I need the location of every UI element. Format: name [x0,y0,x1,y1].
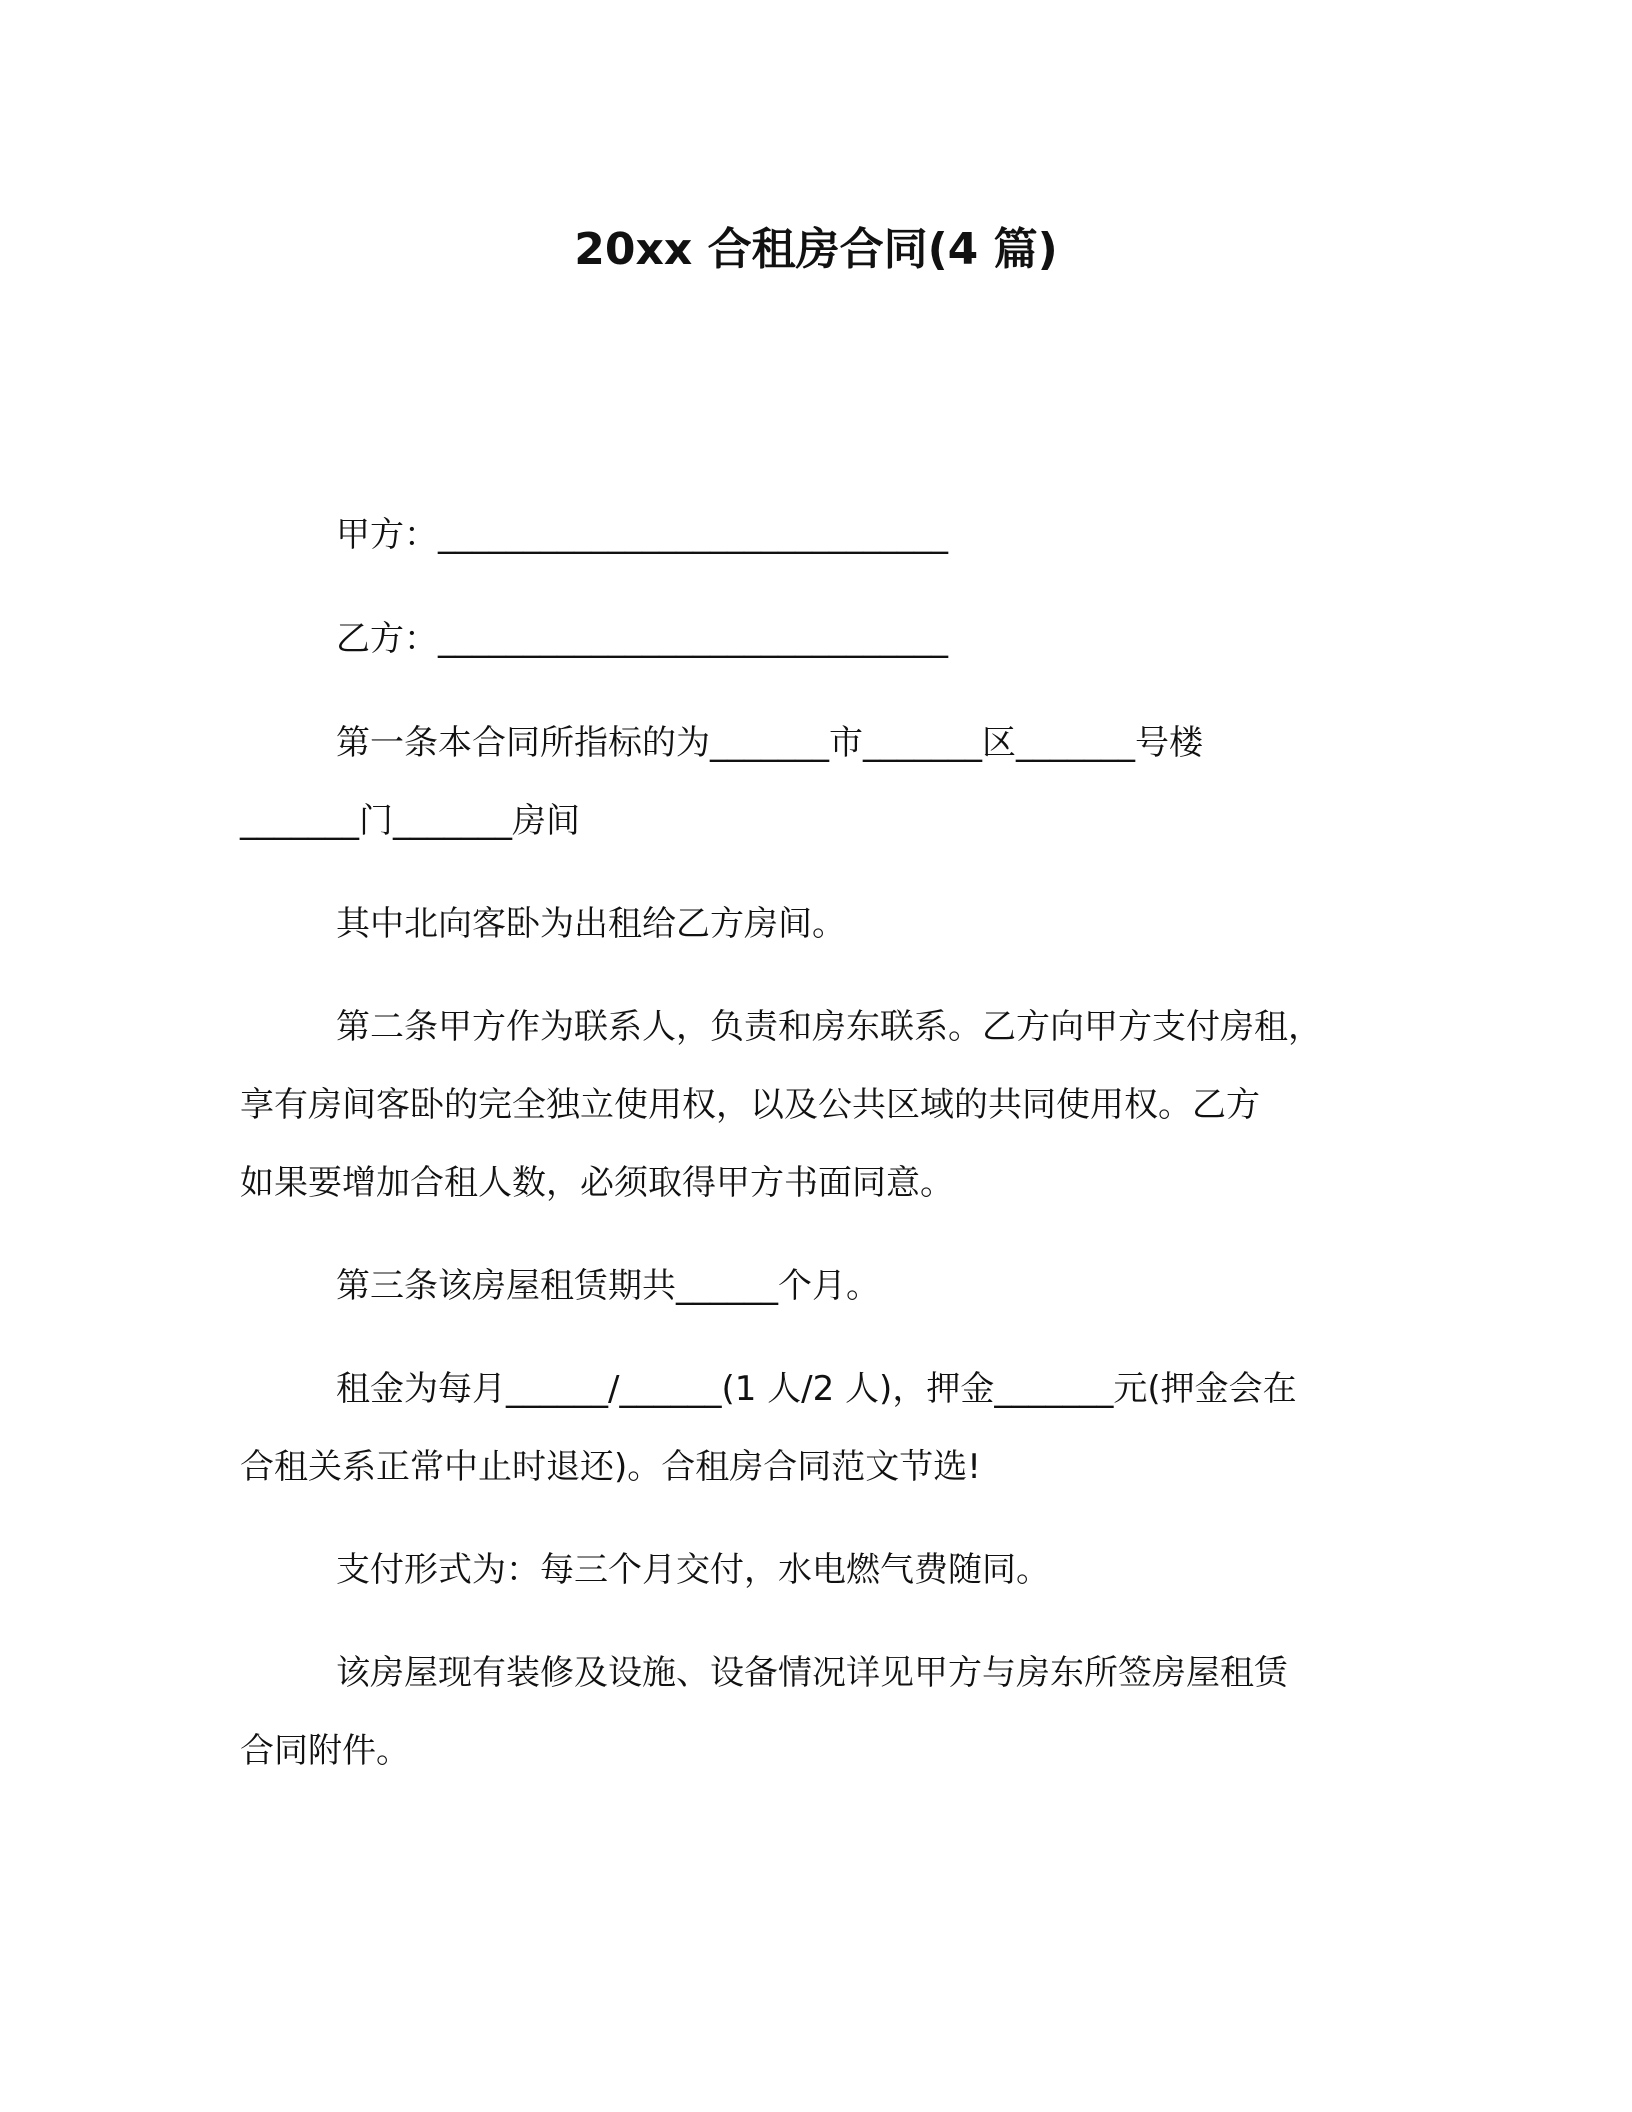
document-body [240,496,1400,1815]
facilities-paragraph [240,1634,1400,1790]
clause-3-line-1: 第三条该房屋租赁期共______个月。 [336,1266,880,1306]
clause-2-line-1: 第二条甲方作为联系人，负责和房东联系。乙方向甲方支付房租， [336,1007,1322,1047]
rent-paragraph [240,1350,1400,1506]
clause-1-line-2: _______门_______房间 [240,801,580,841]
document-title: 20xx 合租房合同(4 篇) [574,224,1058,275]
party-a-line [240,496,1400,574]
clause-1-line-1: 第一条本合同所指标的为_______市_______区_______号楼 [336,723,1203,763]
clause-2-line-2: 享有房间客卧的完全独立使用权，以及公共区域的共同使用权。乙方 [240,1085,1260,1125]
clause-2-line-3: 如果要增加合租人数，必须取得甲方书面同意。 [240,1163,954,1203]
facilities-line-1: 该房屋现有装修及设施、设备情况详见甲方与房东所签房屋租赁 [336,1653,1288,1693]
party-a-text: 甲方：______________________________ [336,515,948,555]
party-b-text: 乙方：______________________________ [336,619,948,659]
north-bedroom-line-1: 其中北向客卧为出租给乙方房间。 [336,904,846,944]
party-b-line [240,600,1400,678]
rent-line-2: 合租关系正常中止时退还)。合租房合同范文节选! [240,1447,981,1487]
clause-3-paragraph [240,1247,1400,1325]
rent-line-1: 租金为每月______/______(1 人/2 人)，押金_______元(押金会在 [336,1369,1297,1409]
payment-line-1: 支付形式为：每三个月交付，水电燃气费随同。 [336,1550,1050,1590]
payment-paragraph [240,1531,1400,1609]
clause-2-paragraph [240,988,1400,1222]
north-bedroom-paragraph [240,885,1400,963]
facilities-line-2: 合同附件。 [240,1731,410,1771]
clause-1-paragraph [240,704,1400,860]
